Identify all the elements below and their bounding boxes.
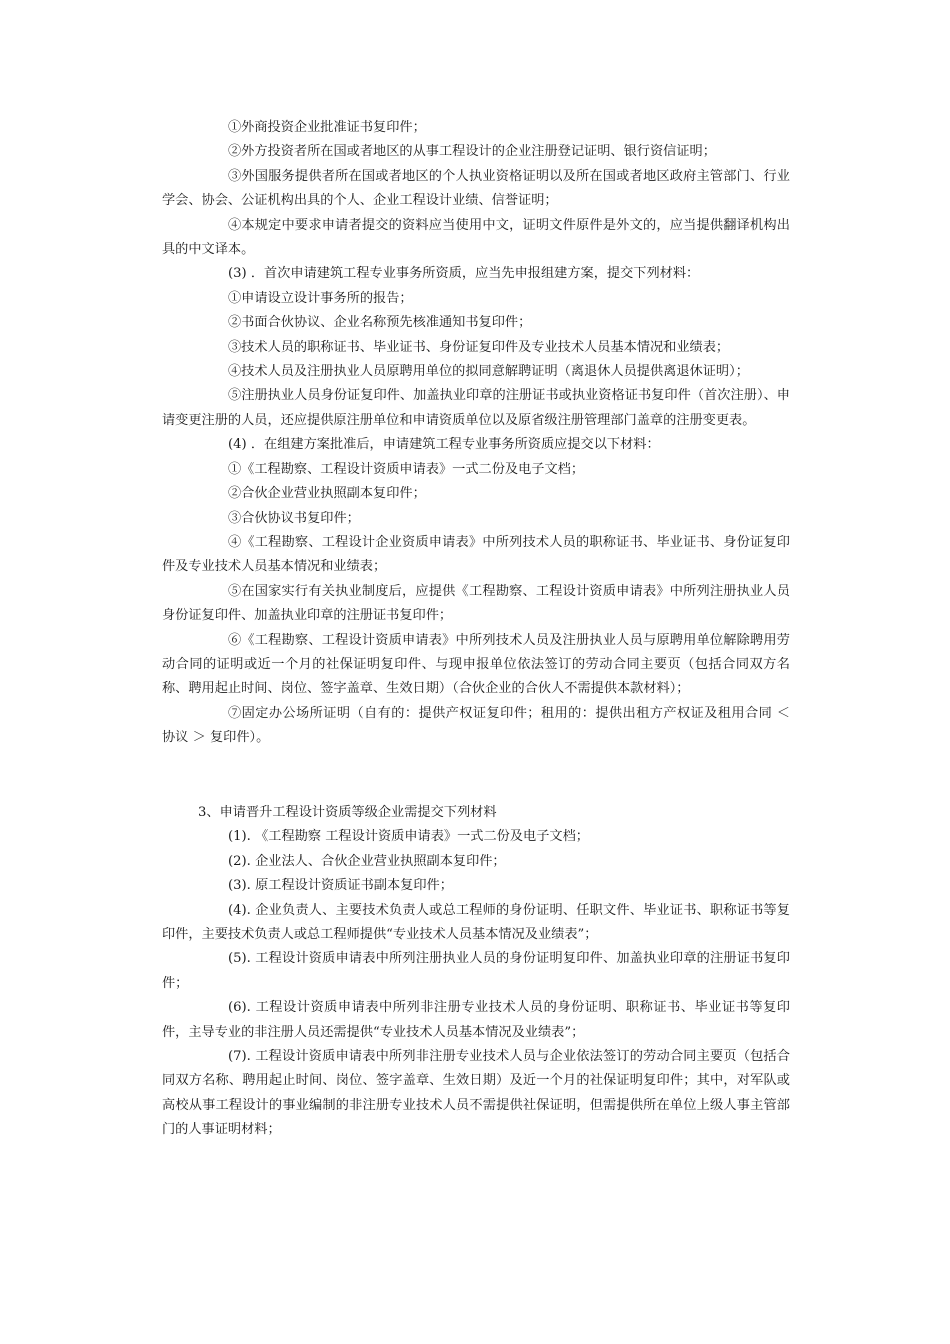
list-item-paragraph: ①外商投资企业批准证书复印件； — [228, 120, 426, 135]
list-item-paragraph: ③外国服务提供者所在国或者地区的个人执业资格证明以及所在国或者地区政府主管部门、行业学会、协会、公证机构出具的个人、企业工程设计业绩、信誉证明； — [162, 168, 790, 209]
numbered-paragraph: (3) ．首次申请建筑工程专业事务所资质，应当先申报组建方案，提交下列材料： — [228, 266, 700, 282]
list-item-paragraph: ④本规定中要求申请者提交的资料应当使用中文，证明文件原件是外文的，应当提供翻译机构出具的中文译本。 — [162, 217, 790, 258]
list-item-paragraph: ②合伙企业营业执照副本复印件； — [228, 486, 426, 502]
numbered-paragraph: (4). 企业负责人、主要技术负责人或总工程师的身份证明、任职文件、毕业证书、职称证书等复印件，主要技术负责人或总工程师提供“专业技术人员基本情况及业绩表”； — [162, 902, 790, 942]
section-heading: 3、申请晋升工程设计资质等级企业需提交下列材料 — [198, 804, 497, 820]
list-item-paragraph: ⑦固定办公场所证明（自有的：提供产权证复印件；租用的：提供出租方产权证及租用合同 ＜ 协议 ＞ 复印件）。 — [162, 705, 790, 746]
list-item-paragraph: ③合伙协议书复印件； — [228, 510, 360, 526]
numbered-paragraph: (7). 工程设计资质申请表中所列非注册专业技术人员与企业依法签订的劳动合同主要页（包括合同双方名称、聘用起止时间、岗位、签字盖章、生效日期）及近一个月的社保证明复印件；其中，对军队或高校从事工程设计的事业编制的非注册专业技术人员不需提供社保证明，但需提供所在单位上级人事主管部门的人事证明材料； — [162, 1049, 790, 1138]
list-item-paragraph: ④技术人员及注册执业人员原聘用单位的拟同意解聘证明（离退休人员提供离退休证明）； — [228, 364, 749, 380]
numbered-paragraph: (2). 企业法人、合伙企业营业执照副本复印件； — [228, 853, 506, 869]
numbered-paragraph: (1). 《工程勘察 工程设计资质申请表》一式二份及电子文档； — [228, 829, 589, 845]
list-item-paragraph: ②书面合伙协议、企业名称预先核准通知书复印件； — [228, 315, 532, 331]
numbered-paragraph: (4) ．在组建方案批准后，申请建筑工程专业事务所资质应提交以下材料： — [228, 437, 660, 453]
list-item-paragraph: ②外方投资者所在国或者地区的从事工程设计的企业注册登记证明、银行资信证明； — [228, 144, 716, 160]
numbered-paragraph: (3). 原工程设计资质证书副本复印件； — [228, 878, 453, 894]
list-item-paragraph: ④《工程勘察、工程设计企业资质申请表》中所列技术人员的职称证书、毕业证书、身份证复印件及专业技术人员基本情况和业绩表； — [162, 534, 790, 575]
list-item-paragraph: ①《工程勘察、工程设计资质申请表》一式二份及电子文档； — [228, 461, 585, 477]
list-item-paragraph: ⑤在国家实行有关执业制度后，应提供《工程勘察、工程设计资质申请表》中所列注册执业人员身份证复印件、加盖执业印章的注册证书复印件； — [162, 583, 790, 624]
list-item-paragraph: ③技术人员的职称证书、毕业证书、身份证复印件及专业技术人员基本情况和业绩表； — [228, 339, 730, 355]
document-body — [162, 116, 790, 1143]
numbered-paragraph: (6). 工程设计资质申请表中所列非注册专业技术人员的身份证明、职称证书、毕业证书等复印件，主导专业的非注册人员还需提供“专业技术人员基本情况及业绩表”； — [162, 1000, 790, 1040]
paragraph-spacer — [162, 764, 790, 788]
numbered-paragraph: (5). 工程设计资质申请表中所列注册执业人员的身份证明复印件、加盖执业印章的注册证书复印件； — [162, 951, 790, 991]
list-item-paragraph: ①申请设立设计事务所的报告； — [228, 290, 413, 306]
list-item-paragraph: ⑥《工程勘察、工程设计资质申请表》中所列技术人员及注册执业人员与原聘用单位解除聘用劳动合同的证明或近一个月的社保证明复印件、与现申报单位依法签订的劳动合同主要页（包括合同双方名称、聘用起止时间、岗位、签字盖章、生效日期）（合伙企业的合伙人不需提供本款材料）； — [162, 632, 790, 697]
list-item-paragraph: ⑤注册执业人员身份证复印件、加盖执业印章的注册证书或执业资格证书复印件（首次注册）、申请变更注册的人员，还应提供原注册单位和申请资质单位以及原省级注册管理部门盖章的注册变更表。 — [162, 388, 790, 428]
